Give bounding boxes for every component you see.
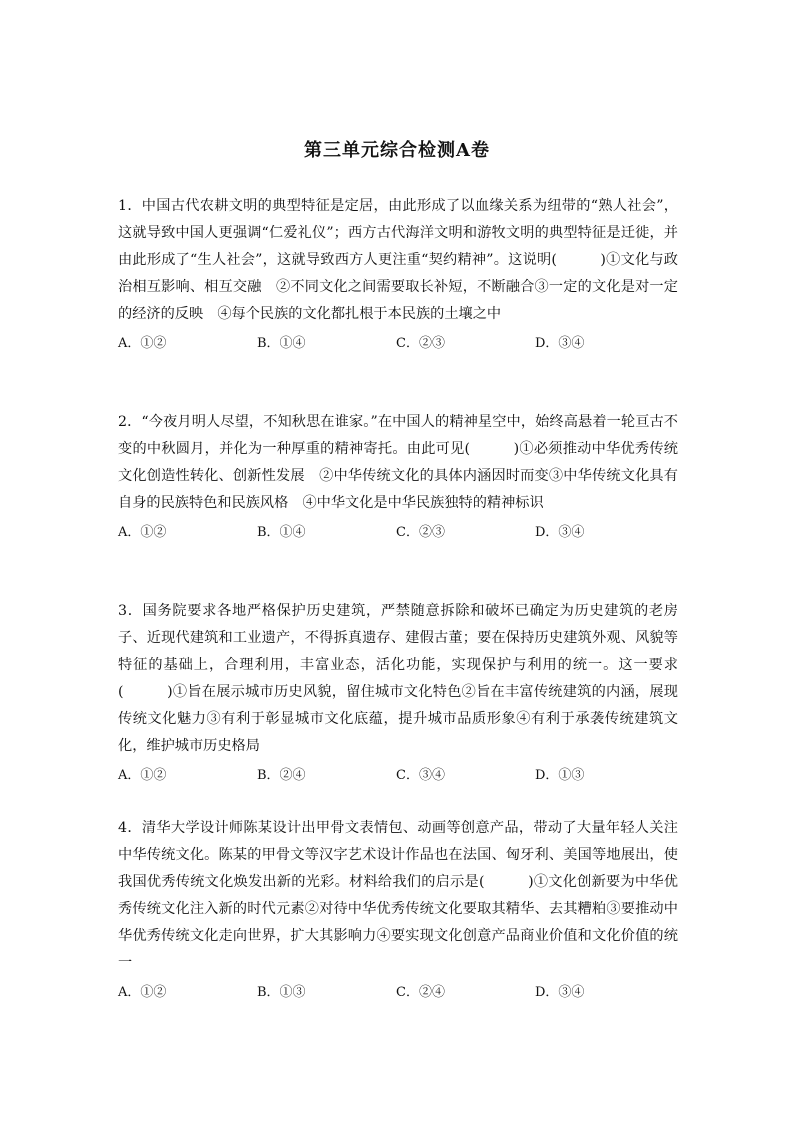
page-title: 第三单元综合检测A卷: [304, 140, 490, 161]
question-stem: 2．“今夜月明人尽望，不知秋思在谁家。”在中国人的精神星空中，始终高悬着一轮亘古不变的中秋圆月，并化为一种厚重的精神寄托。由此可见( )①必须推动中华优秀传统文化创造性转化、创新性发展 ②中华传统文化的具体内涵因时而变③中华传统文化具有自身的民族特色和民族风格 ④中华文化是中华民族独特的精神标识: [118, 414, 678, 511]
option-a: A．①②: [118, 985, 167, 1000]
option-d: D．③④: [535, 985, 585, 1000]
option-a: A．①②: [118, 525, 167, 540]
option-c: C．②③: [396, 336, 445, 351]
question-1: [118, 193, 678, 354]
option-c: C．②③: [396, 525, 445, 540]
answer-options: [118, 334, 678, 354]
question-4: [118, 815, 678, 1003]
question-stem: 4．清华大学设计师陈某设计出甲骨文表情包、动画等创意产品，带动了大量年轻人关注中华传统文化。陈某的甲骨文等汉字艺术设计作品也在法国、匈牙利、美国等地展出，使我国优秀传统文化焕发出新的光彩。材料给我们的启示是( )①文化创新要为中华优秀传统文化注入新的时代元素②对待中华优秀传统文化要取其精华、去其糟粕③要推动中华优秀传统文化走向世界，扩大其影响力④要实现文化创意产品商业价值和文化价值的统一: [118, 820, 678, 971]
option-d: D．③④: [535, 525, 585, 540]
answer-options: [118, 983, 678, 1003]
option-b: B．②④: [257, 768, 306, 783]
option-c: C．②④: [396, 985, 445, 1000]
question-3: [118, 598, 678, 786]
option-b: B．①④: [257, 336, 306, 351]
question-2: [118, 409, 678, 543]
option-b: B．①④: [257, 525, 306, 540]
option-a: A．①②: [118, 336, 167, 351]
question-stem: 1．中国古代农耕文明的典型特征是定居，由此形成了以血缘关系为纽带的“熟人社会”，这就导致中国人更强调“仁爱礼仪”；西方古代海洋文明和游牧文明的典型特征是迁徙，并由此形成了“生人社会”，这就导致西方人更注重“契约精神”。这说明( )①文化与政治相互影响、相互交融 ②不同文化之间需要取长补短，不断融合③一定的文化是对一定的经济的反映 ④每个民族的文化都扎根于本民族的土壤之中: [118, 198, 678, 322]
answer-options: [118, 766, 678, 786]
question-stem: 3．国务院要求各地严格保护历史建筑，严禁随意拆除和破坏已确定为历史建筑的老房子、近现代建筑和工业遗产，不得拆真遗存、建假古董；要在保持历史建筑外观、风貌等特征的基础上，合理利用，丰富业态，活化功能，实现保护与利用的统一。这一要求( )①旨在展示城市历史风貌，留住城市文化特色②旨在丰富传统建筑的内涵，展现传统文化魅力③有利于彰显城市文化底蕴，提升城市品质形象④有利于承袭传统建筑文化，维护城市历史格局: [118, 603, 678, 754]
option-d: D．③④: [535, 336, 585, 351]
answer-options: [118, 523, 678, 543]
option-a: A．①②: [118, 768, 167, 783]
option-d: D．①③: [535, 768, 585, 783]
option-c: C．③④: [396, 768, 445, 783]
option-b: B．①③: [257, 985, 306, 1000]
